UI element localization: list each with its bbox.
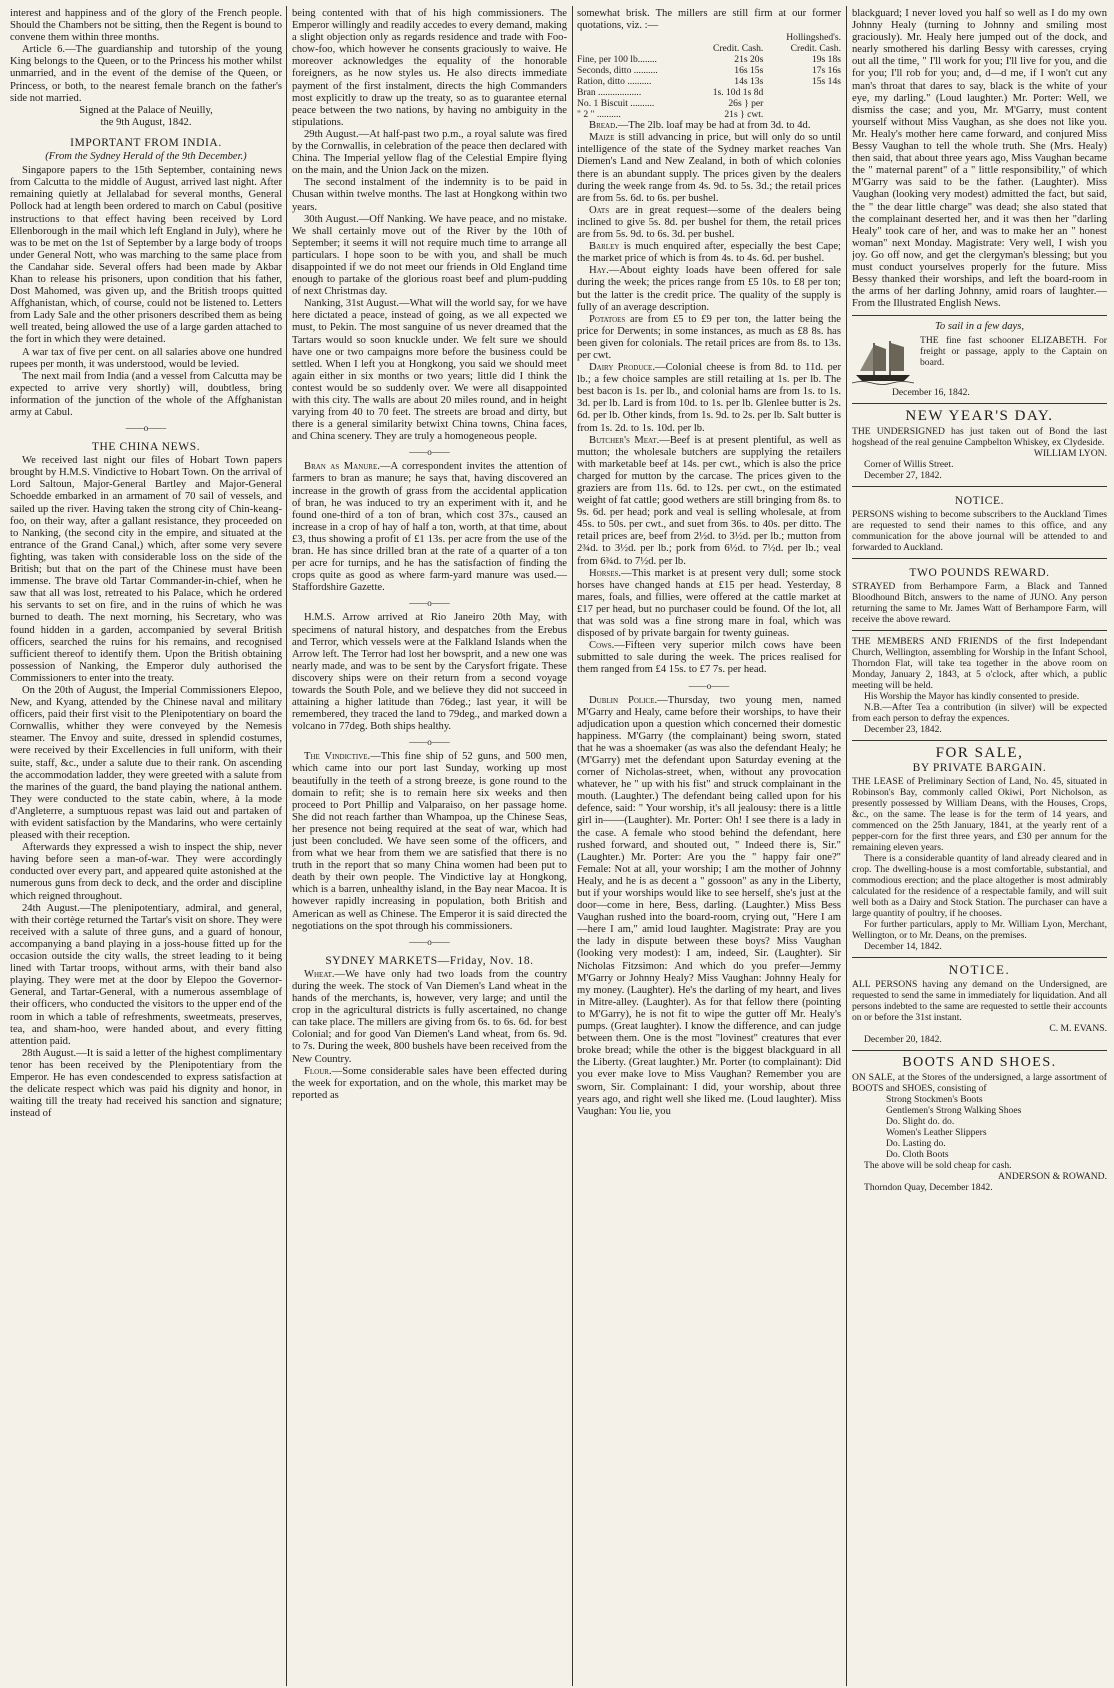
article-paragraph: The next mail from India (and a vessel from Calcutta may be expected to arrive very shortly) will, doubtless, bring information of the junction of the whole of the Affghanistan army at Cabul.	[10, 370, 282, 418]
article-dublin-police	[577, 695, 841, 1118]
ad-address: Corner of Willis Street.	[864, 458, 954, 470]
market-potatoes	[577, 314, 841, 362]
market-maize	[577, 132, 841, 205]
market-wheat	[292, 969, 567, 1066]
article-paragraph: On the 20th of August, the Imperial Commissioners Elepoo, New, and Kyang, attended by the Chinese naval and military officers, paid their first visit to the Plenipotentiary on board the Cornwallis, whither they were conveyed by the Nemesis steamer. The Envoy and suite, dressed in splendid costumes, were received by their Excellencies in full uniform, with their suite, staff, &c., under a salute due to their rank. On ascending the accommodation ladder, they were greeted with a salute from the marines of the guard, the band playing the national anthem. They were conducted to the state cabin, where, à la mode d'Angleterre, a sumptuous repast was laid out and partaken of with evident satisfaction by the Mandarins, who were certainly pleased with their reception.	[10, 684, 282, 842]
headline-china: THE CHINA NEWS.	[91, 441, 201, 454]
column-4	[852, 8, 1107, 1684]
ad-divider	[852, 558, 1107, 559]
article-text: —The 2lb. loaf may be had at from 3d. to 4d.	[617, 120, 811, 132]
article-paragraph: 28th August.—It is said a letter of the highest complimentary tenor has been received by the Plenipotentiary from the Emperor. He has even condescended to express satisfaction at the delicate respect which was paid his dignity and honor, in waiting till the treaty had received his sanction and signature; instead of	[10, 1047, 282, 1120]
ad-notice-heading: NOTICE.	[954, 494, 1005, 507]
table-header: Credit. Cash.	[790, 43, 841, 55]
run-in-head: Bread.	[589, 120, 618, 132]
table-row: Bran .................. 1s. 10d 1s 8d	[577, 87, 764, 99]
article-text: —About eighty loads have been offered for sale during the week; the prices range from £5 10s. to £8 per ton; but the latter is the credit price. The quality of the supply is fully of an average description.	[577, 265, 841, 313]
table-header: Credit. Cash.	[712, 43, 764, 55]
run-in-head: Barley	[589, 241, 620, 253]
run-in-head: Cows.	[589, 640, 615, 652]
run-in-head: Dublin Police.	[589, 694, 658, 706]
article-text: —Colonial cheese is from 8d. to 11d. per lb.; a few choice samples are still retailing at 1s. per lb. The best bacon is 1s. per lb., and colonial hams are from 1s. to 1s. 3d. per lb. Lard is from 10d. to 1s. per lb. Glenlee butter is 2s. 6d. per lb. Other kinds, from 1s. 9d. to 2s. per lb. Salt butter is from 1s. 2d. to 1s. 10d. per lb.	[577, 362, 841, 434]
ad-text: THE MEMBERS AND FRIENDS of the first Independant Church, Wellington, assembling for Worship in the Infant School, Thorndon Flat, will take tea together in the above room on Monday, January 2, 1843, at 5 o'clock, after which, a public meeting will be held.	[852, 635, 1107, 691]
run-in-head: The Vindictive.	[304, 751, 371, 763]
ad-sale-heading: FOR SALE,	[935, 744, 1024, 761]
ad-signature: WILLIAM LYON.	[1033, 447, 1107, 459]
run-in-head: Flour.	[304, 1065, 332, 1077]
market-barley	[577, 241, 841, 265]
run-in-head: Hay.	[589, 265, 609, 277]
ad-sail-heading: To sail in a few days,	[934, 321, 1025, 333]
article-paragraph: The second instalment of the indemnity is to be paid in Chusan within twelve months. The last at Hongkong within two years.	[292, 177, 567, 213]
column-rule	[846, 6, 847, 1686]
ad-text: ON SALE, at the Stores of the undersigned, a large assortment of BOOTS and SHOES, consisting of	[852, 1072, 1107, 1095]
run-in-head: Potatoes	[589, 313, 626, 325]
ad-address: Thorndon Quay, December 1842.	[864, 1182, 993, 1194]
market-flour	[292, 1066, 567, 1102]
run-in-head: Maize	[589, 132, 615, 144]
ad-boots-heading: BOOTS AND SHOES.	[902, 1055, 1057, 1070]
ad-text: ALL PERSONS having any demand on the Undersigned, are requested to send the same in immediately for liquidation. And all persons indebted to the same are requested to settle their accounts on or before the 31st instant.	[852, 979, 1107, 1023]
separator: ——o——	[409, 447, 450, 458]
separator: ——o——	[409, 737, 450, 748]
ad-date: December 14, 1842.	[864, 940, 942, 952]
article-text: —A correspondent invites the attention of farmers to bran as manure; he says that, having discovered an increase in the growth of grass from the accidental application of bran, he was induced to try an experiment with it, and he found one-third of a ton of bran, which cost 37s., caused an increase in a crop of hay of half a ton, worth, at that time, about £3, thus showing a profit of £1 13s. per acre from the use of the bran. He has since drilled bran at the rate of a quarter of a ton per acre for turnips, and he has the satisfaction of finding the crops quite as good as where farm-yard manure was used.—Staffordshire Gazette.	[292, 461, 567, 594]
ad-divider	[852, 315, 1107, 316]
table-row: Fine, per 100 lb........ 21s 20s 19s 18s	[577, 54, 841, 66]
ad-notice-heading: NOTICE.	[948, 961, 1011, 977]
run-in-head: Wheat.	[304, 968, 335, 980]
article-text: —We have only had two loads from the country during the week. The stock of Van Diemen's Land wheat in the hands of the merchants, is, however, very large; and until the crop in the agricultural districts is fully ascertained, no change can take place. The millers are giving from 6s. to 6s. 6d. for best Colonial; and for good Van Diemen's Land wheat, from 6s. 9d. to 7s. During the week, 800 bushels have been received from the New Country.	[292, 968, 567, 1065]
article-paragraph: blackguard; I never loved you half so well as I do my own Johnny Healy (turning to Johnny and smiling most graciously). Mr. Healy here jumped out of the dock, and nearly smothered his darling Bessy with caresses, crying out all the time, " I'll work for you; I'll live for you, and die for you; I'll rob for you; and, d—d me, if I won't cut any man's throat that dares to say, black is the white of your eye, my darling." (Loud laughter.) Mr. Porter: Well, we dismiss the case; and you, Mr. M'Garry, must content yourself without Miss Vaughan, as she does not like you. Mr. Healy's mother here came forward, and conjured Miss Bessy Vaughan to tell the whole truth. She (Mrs. Healy) then said, that about three years ago, Miss Vaughan became the " maternal parent" of a " little responsibility," of which M'Garry was said to be the father. (Laughter). Miss Vaughan (looking very modest) admitted the fact, but said, the " the dear little charge" was dead; she also stated that the complainant deserted her, and it was then her "darling Healy" took care of her, and was to make her an " honest woman" next Monday. Magistrate: Very well, I wish you joy. Go off now, and get the clergyman's blessing; but you must conduct yourselves properly for the future. Miss Bessy thanked their worships, and left the board-room in the arms of her darling Johnny, amid roars of laughter.—From the Illustrated English News.	[852, 8, 1107, 310]
article-paragraph: Singapore papers to the 15th September, containing news from Calcutta to the middle of August, arrived last night. After remaining quietly at Jellalabad for several months, General Pollock had at length been ordered to march on Cabul (positive instructions to that effect having been received by Lord Ellenborough in the mail which left England in July), where he was to be met on the 1st of September by a large body of troops under General Nott, who was marching to the same place from the Candahar side. Several offers had been made by Akbar Khan to release his prisoners, upon condition that his father, Dost Mahomed, was given up, and the British troops quitted Affghanistan, which, of course, could not be listened to. Letters from Lady Sale and the other prisoners described them as being well treated, being allowed the use of a large garden attached to the fort in which they were detained.	[10, 165, 282, 346]
article-paragraph: being contented with that of his high commissioners. The Emperor willingly and readily accedes to every demand, making a slight objection only as regards residence and trade with Foo-chow-foo, which however he consents graciously to waive. He moreover acknowledges the equality of the honorable foreigners, as he now styles us. He also directs immediate payment of the first instalment, directs the high Commanders most explicitly to draw up the treaty, so as to guarantee eternal peace between the two nations, by having no ambiguity in the stipulations.	[292, 8, 567, 128]
headline-markets: SYDNEY MARKETS—Friday, Nov. 18.	[325, 954, 534, 967]
article-text: is still advancing in price, but will only do so until intelligence of the state of the Sydney market reaches Van Diemen's Land and New Zealand, in both of which colonies there is an abundant supply. The prices given by the dealers during the week range from 4s. 9d. to 5s. 3d.; the retail prices are from 5s. 6d. to 6s. per bushel.	[577, 132, 841, 204]
ad-date: December 20, 1842.	[864, 1034, 942, 1045]
article-bran	[292, 461, 567, 594]
ad-text: STRAYED from Berhampore Farm, a Black and Tanned Bloodhound Bitch, answers to the name of JUNO. Any person returning the same to Mr. James Watt of Berhampore Farm, will receive the above reward.	[852, 580, 1107, 625]
column-rule	[572, 6, 573, 1686]
signature-date: the 9th August, 1842.	[100, 116, 192, 128]
list-item: Do. Cloth Boots	[886, 1149, 949, 1161]
ad-text: PERSONS wishing to become subscribers to the Auckland Times are requested to send their names to this office, and any communication for the above journal will be attended to and forwarded to Auckland.	[852, 508, 1107, 553]
article-paragraph: Nanking, 31st August.—What will the world say, for we have here dictated a peace, instead of going, as we all expected we must, to Pekin. The most sanguine of us never dreamed that the Tartars would so soon knuckle under. We felt sure we should have one or two campaigns more before the business could be settled. When I left you at Hongkong, you said we should meet again either in six months or two years; little did I think the contest would be so suddenly over. We were all disappointed with this city. The walls are about 20 miles round, and in height varying from 40 to 70 feet. The streets are broad and dirty, but there is a general similarity betwixt China towns, China faces, and China scenery. They are truly a homogeneous people.	[292, 298, 567, 443]
market-hay	[577, 265, 841, 313]
article-text: —This market is at present very dull; some stock horses have changed hands at £15 per head. Yesterday, 8 mares, foals, and fillies, were offered at the cattle market at £17 per head, but no purchaser could be found. Of the lot, all that was sold was a fine strong mare in foal, which was disposed of by private bargain for twenty guineas.	[577, 567, 841, 640]
article-text: —Thursday, two young men, named M'Garry and Healy, came before their worships, to have their adjudication upon a question which concerned their domestic happiness. M'Garry (the complainant) being sworn, stated that he was a shoemaker (as was also the defendant Healy; he (M'Garry) met the defendant upon Saturday evening at the corner of Nicholas-street, when, without any provocation whatever, he " up with his fist" and struck complainant in the mouth. (Laughter.) The defendant being called upon for his defence, said: " Your worship, it's all jealousy: there is a little girl in——(Laughter). Mr. Porter: Oh! I see there is a lady in the case. A female who stood behind the defendant, here rushed forward, and shouted out, " Indeed there is, Sir." (Laughter.) Mr. Porter: Are you the " happy fair one?" Female: Not at all, your worship; I am the mother of Johnny Healy, and he is as decent a " gossoon" as any in the Liberty, but if your worships would like to see herself, she's just at the door—come in here, Bess, darling. (Laughter.) Miss Bess Vaughan rushed into the board-room, crying out, "Here I am—here I am," amid loud laughter. Magistrate: Pray are you the lady in dispute between these boys? Miss Vaughan (looking very modest): I am, indeed, Sir. (Laughter). Sir Nicholas Fitzsimon: And which do you prefer—Jemmy M'Garry or Johnny Healy? Miss Vaughan: Johnny Healy for my money. (Laughter). He's the darling of my heart, and lives in Mitre-alley. (Laughter). As for that fellow there (pointing to M'Garry), he is not fit to wipe the gutter off Mr. Healy's pumps. (Great laughter). I know the difference, and can judge between them. One is the most "lovinest" creatures that ever broke bread; while the other is the biggest blackguard in all the Liberty. (Great laughter.) Mr. Porter (to complainant): Did you ever make love to Miss Vaughan? Remember you are sworn, Sir. Complainant: I did, your worship, about three years ago, and right well she liked me. (Loud laughter). Miss Vaughan: You lie, you	[577, 694, 841, 1117]
ad-text: His Worship the Mayor has kindly consented to preside.	[864, 690, 1080, 702]
table-row: Seconds, ditto .......... 16s 15s 17s 16s	[577, 65, 841, 77]
market-bread	[577, 120, 841, 132]
article-paragraph: somewhat brisk. The millers are still firm at our former quotations, viz. :—	[577, 8, 841, 32]
article-text: are in great request—some of the dealers being inclined to give 5s. 8d. per bushel for them, the retail prices are from 5s. 9d. to 6s. 3d. per bushel.	[577, 204, 841, 241]
article-paragraph: We received last night our files of Hobart Town papers brought by H.M.S. Vindictive to Hobart Town. On the arrival of Lord Saltoun, Major-General Bartley and Major-General Schoedde embarked in an armament of 70 sail of vessels, and sailed up the river. Having taken the strong city of Chin-keang-foo, on their way, after a gallant resistance, they proceeded on to Nanking, (the second city in the empire, and situated at the entrance of the Grand Canal,) which, after some very severe fighting, was taken with considerable loss on the side of the British; but that on the part of the Chinese must have been immense. The brave old Tartar Commander-in-chief, when he saw that all was lost, retreated to his Palace, which he ordered his servants to set on fire, and in the ruins of which he was burned to death. The next morning, his Secretary, who was found hidden in a garden, accompanied by several British officers, searched the ruins for his remains, and recognised sufficient thereof to identify them. Upon the British obtaining possession of Nanking, the Emperor duly authorised the Commissioners to enter into the treaty.	[10, 455, 282, 684]
separator: ——o——	[409, 936, 450, 947]
article-paragraph: Afterwards they expressed a wish to inspect the ship, never having before seen a man-of-war. They were accordingly conducted over every part, and appeared quite astonished at the numerous guns from deck to deck, and the order and discipline which reigned throughout.	[10, 842, 282, 902]
article-paragraph: 24th August.—The plenipotentiary, admiral, and general, with their cortège returned the Tartar's visit on shore. They were received with a salute of three guns, and a guard of honour, accompanying a band playing in a joss-house fitted up for the occasion outside the city walls, the street leading to it being lined with Tartar troops, without arms, with their band also playing. They were met at the door by Elepoo the Governor-General, and Tartar-General, with a numerous assemblage of their officers, who conducted the visitors to the upper end of the room in which a table of refreshments, sweetmeats, preserves, tea, and sham-hoo, were handed about, and every fitting attention paid.	[10, 902, 282, 1047]
run-in-head: Butcher's Meat.	[589, 434, 660, 446]
ad-reward-heading: TWO POUNDS REWARD.	[909, 566, 1050, 579]
ad-schooner	[852, 335, 1107, 398]
ad-new-years-heading: NEW YEAR'S DAY.	[905, 408, 1054, 425]
run-in-head: Horses.	[589, 567, 622, 579]
ad-text: The above will be sold cheap for cash.	[864, 1160, 1012, 1172]
article-arrow: H.M.S. Arrow arrived at Rio Janeiro 20th May, with specimens of natural history, and despatches from the Erebus and Terror, which vessels were at the Falkland Islands when the Arrow left. The Terror had lost her bowsprit, and a new one was nearly made, and was to be sent by the Carysfort frigate. These discovery ships were on their return from a second voyage towards the South Pole, and we believe they did not succeed in attaining a higher latitude than 76deg.; last year, it will be remembered, they traced the land to 79deg., and marked down a volcano in 77deg. Both ships healthy.	[292, 612, 567, 733]
ad-divider	[852, 957, 1107, 958]
ad-divider	[852, 630, 1107, 631]
ad-date: December 27, 1842.	[864, 469, 942, 481]
list-item: Gentlemen's Strong Walking Shoes	[886, 1105, 1022, 1117]
article-text: —Some considerable sales have been effected during the week for exportation, and on the whole, this market may be reported as	[292, 1065, 567, 1101]
table-header: Hollingshed's.	[786, 32, 841, 44]
article-vindictive	[292, 751, 567, 932]
ad-text: For further particulars, apply to Mr. William Lyon, Merchant, Wellington, or to Mr. Deans, on the premises.	[852, 918, 1107, 941]
ad-signature: ANDERSON & ROWAND.	[998, 1171, 1107, 1183]
column-1	[10, 8, 282, 1684]
ad-signature: C. M. EVANS.	[1049, 1023, 1107, 1034]
ad-text: THE UNDERSIGNED has just taken out of Bond the last hogshead of the real genuine Campbelton Whiskey, ex Clydeside.	[852, 425, 1107, 448]
flour-price-table	[577, 32, 841, 120]
article-text: are from £5 to £9 per ton, the latter being the price for Derwents; in some instances, as much as £8 8s. has been given for colonials. The retail prices are from 8s. to 13s. per cwt.	[577, 313, 841, 361]
run-in-head: Oats	[589, 204, 610, 216]
run-in-head: Dairy Produce.	[589, 362, 655, 374]
ad-text: N.B.—After Tea a contribution (in silver) will be expected from each person to defray the expences.	[852, 701, 1107, 724]
ad-divider	[852, 403, 1107, 404]
signature-line: Signed at the Palace of Neuilly,	[79, 104, 213, 116]
list-item: Women's Leather Slippers	[886, 1127, 987, 1139]
market-oats	[577, 205, 841, 241]
ad-divider	[852, 1050, 1107, 1051]
ad-text: There is a considerable quantity of land already cleared and in crop. The dwelling-house is a most comfortable, substantial, and commodious erection; and the place altogether is most admirably calculated for the residence of a respectable family, and will suit well both as a Dairy and Stock Station. The purchaser can have a large quantity of poultry, if he chooses.	[852, 852, 1107, 919]
separator: ——o——	[125, 423, 167, 434]
ad-date: December 23, 1842.	[864, 723, 942, 735]
run-in-head: Bran as Manure.	[304, 461, 380, 473]
list-item: Do. Slight do. do.	[886, 1116, 955, 1128]
article-paragraph: 30th August.—Off Nanking. We have peace, and no mistake. We shall certainly move out of the River by the 10th of September; it seems it will not require much time to arrange all particulars. I hope soon to be with you, and shall be much disappointed if we do not meet our friends in Old England time enough to partake of the glorious roast beef and plum-pudding of next Christmas day.	[292, 213, 567, 298]
ship-icon	[852, 337, 914, 385]
list-item: Strong Stockmen's Boots	[886, 1094, 983, 1106]
separator: ——o——	[409, 598, 450, 609]
column-rule	[286, 6, 287, 1686]
article-text: is much enquired after, especially the best Cape; the market price of which is from 4s. to 4s. 6d. per bushel.	[577, 241, 841, 265]
market-horses	[577, 568, 841, 641]
ad-divider	[852, 740, 1107, 741]
market-dairy	[577, 362, 841, 435]
list-item: Do. Lasting do.	[886, 1138, 946, 1150]
ad-divider	[852, 486, 1107, 487]
market-cows	[577, 640, 841, 676]
table-row: " 2 " .......... 21s } cwt.	[577, 109, 764, 121]
column-3	[577, 8, 841, 1684]
market-butcher	[577, 435, 841, 568]
article-text: —Fifteen very superior milch cows have been submitted to sale during the week. The prices realised for them ranged from £4 15s. to £7 7s. per head.	[577, 640, 841, 676]
ad-text: THE LEASE of Preliminary Section of Land, No. 45, situated in Robinson's Bay, commonly called Okiwi, Port Nicholson, as presently possessed by William Deans, with the Houses, Crops, &c., on the same. The lease is for the term of 14 years, and commenced on the 25th January, 1841, at the yearly rent of a pepper-corn for the first three years, and £30 per annum for the remaining eleven years.	[852, 775, 1107, 853]
article-paragraph: A war tax of five per cent. on all salaries above one hundred rupees per month, it was understood, would be levied.	[10, 346, 282, 370]
article-paragraph: interest and happiness and of the glory of the French people. Should the Chambers not be sitting, then the Regent is bound to convene them within three months.	[10, 8, 282, 44]
headline-india: IMPORTANT FROM INDIA.	[70, 136, 222, 149]
source-line: (From the Sydney Herald of the 9th December.)	[45, 151, 247, 163]
article-text: —This fine ship of 52 guns, and 500 men, which came into our port last Sunday, working up most beautifully in the teeth of a strong breeze, is gone round to the domain to refit; she is to remain here six weeks and then proceed to Port Phillip and Valparaiso, on her passage home. She did not reach farther than Whampoa, up the Chinese Seas, her presence not being required at the seat of war, which had just been concluded. We have seen some of the officers, and from what we hear from them we are satisfied that there is no truth in the report that so many China women had been put to death by their own people. The Vindictive lay at Hongkong, which is a barren, unhealthy island, in the Bay near Macoa. It is however rapidly increasing in population, both British and American as well as Chinese. The Emperor it is said directed the negotiations on the spot through his commissioners.	[292, 751, 567, 932]
article-paragraph: 29th August.—At half-past two p.m., a royal salute was fired by the Cornwallis, in celebration of the peace then declared with China. The Imperial yellow flag of the Celestial Empire flying on the main, and the Union Jack on the mizen.	[292, 128, 567, 177]
column-2	[292, 8, 567, 1684]
table-row: No. 1 Biscuit .......... 26s } per	[577, 98, 764, 110]
article-paragraph: Article 6.—The guardianship and tutorship of the young King belongs to the Queen, or to the Princess his mother whilst unmarried, and in the event of the demise of the Queen, or Princess, or both, to the nearest female branch on the father's side not married.	[10, 44, 282, 104]
table-row: Ration, ditto .......... 14s 13s 15s 14s	[577, 76, 841, 88]
ad-date: December 16, 1842.	[892, 387, 970, 399]
ad-sale-subheading: BY PRIVATE BARGAIN.	[912, 761, 1047, 774]
article-text: —Beef is at present plentiful, as well as mutton; the wholesale butchers are supplying the retailers with marketable beef at 14s. per cwt., which is also the price charged for mutton by the carcase. The prices given to the graziers are from 11s. 6d. to 12s. per cwt., on the estimated weight of fat cattle; good wethers are still bringing from 8s. to 9s. 6d. per head; pork and veal is selling wholesale, at from 45s. to 50s. per cwt., and suet from 36s. to 40s. per ditto. The retail prices are, beef from 2½d. to 3½d. per lb.; mutton from 2¾d. to 3½d. per lb.; pork from 6½d. to 7½d. per lb.; veal from 6¾d. to 7½d. per lb.	[577, 434, 841, 567]
ad-text: THE fine fast schooner ELIZABETH. For freight or passage, apply to the Captain on board.	[920, 335, 1107, 369]
separator: ——o——	[688, 680, 730, 691]
